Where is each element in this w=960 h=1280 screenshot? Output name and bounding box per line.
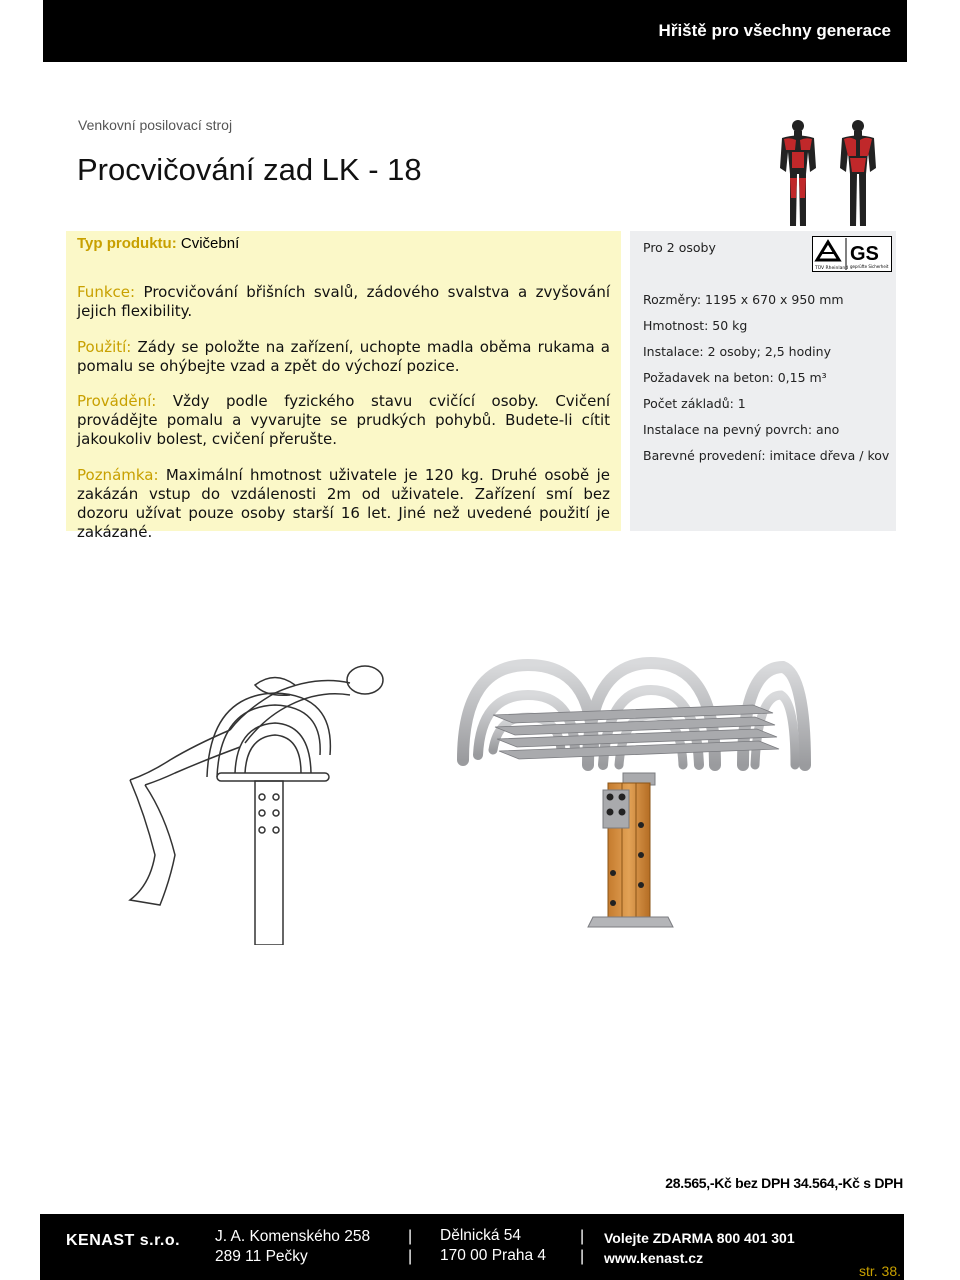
product-type-value: Cvičební bbox=[180, 235, 240, 252]
spec-installation: Instalace: 2 osoby; 2,5 hodiny bbox=[643, 344, 831, 359]
page-number: str. 38. bbox=[858, 1263, 901, 1279]
page-title: Procvičování zad LK - 18 bbox=[77, 152, 422, 187]
gs-sub-label: geprüfte Sicherheit bbox=[850, 264, 889, 269]
footer-address-pecky-line1: J. A. Komenského 258 bbox=[215, 1228, 371, 1245]
note-paragraph bbox=[77, 466, 610, 542]
footer-brand: KENAST s.r.o. bbox=[66, 1232, 181, 1249]
product-category: Venkovní posilovací stroj bbox=[78, 117, 233, 133]
header-bar bbox=[43, 0, 907, 62]
header-title: Hřiště pro všechny generace bbox=[658, 21, 891, 40]
persons-count: Pro 2 osoby bbox=[643, 240, 716, 255]
muscle-diagram-icon bbox=[770, 116, 888, 230]
footer-contact bbox=[604, 1228, 795, 1268]
spec-color: Barevné provedení: imitace dřeva / kov bbox=[643, 448, 890, 463]
spec-foundations: Počet základů: 1 bbox=[643, 396, 746, 411]
usage-label: Použití: bbox=[77, 338, 132, 356]
gs-label: GS bbox=[850, 243, 879, 265]
footer-address-pecky-line2: 289 11 Pečky bbox=[215, 1248, 308, 1265]
usage-drawing bbox=[125, 655, 390, 945]
execution-label: Provádění: bbox=[77, 392, 157, 410]
function-text: Procvičování břišních svalů, zádového svalstva a zvyšování jejich flexibility. bbox=[77, 283, 610, 320]
certification-icon bbox=[812, 236, 892, 272]
function-label: Funkce: bbox=[77, 283, 136, 301]
spec-weight: Hmotnost: 50 kg bbox=[643, 318, 748, 333]
footer-phone[interactable]: Volejte ZDARMA 800 401 301 bbox=[604, 1230, 795, 1246]
price: 28.565,-Kč bez DPH 34.564,-Kč s DPH bbox=[665, 1175, 903, 1191]
footer-address-pecky bbox=[215, 1227, 370, 1267]
spec-dimensions: Rozměry: 1195 x 670 x 950 mm bbox=[643, 292, 844, 307]
footer-website-link[interactable]: www.kenast.cz bbox=[604, 1250, 704, 1266]
footer bbox=[40, 1214, 904, 1280]
footer-separator: | | bbox=[408, 1228, 413, 1265]
footer-separator: | | bbox=[580, 1228, 585, 1265]
product-image bbox=[453, 655, 813, 940]
note-label: Poznámka: bbox=[77, 466, 159, 484]
product-type bbox=[77, 235, 239, 252]
spec-hard-surface: Instalace na pevný povrch: ano bbox=[643, 422, 840, 437]
usage-text: Zády se položte na zařízení, uchopte madla oběma rukama a pomalu se ohýbejte vzad a zpět do výchozí pozice. bbox=[77, 338, 610, 375]
usage-paragraph bbox=[77, 338, 610, 376]
footer-address-praha bbox=[440, 1226, 546, 1266]
function-paragraph bbox=[77, 283, 610, 321]
footer-address-praha-line2: 170 00 Praha 4 bbox=[440, 1247, 547, 1264]
front-figure bbox=[780, 120, 816, 226]
note-text: Maximální hmotnost uživatele je 120 kg. Druhé osobě je zakázán vstup do vzdálenosti 2m od uživatele. Zařízení smí bez dozoru užívat pouze osoby starší 16 let. Jiné než uvedené použití je zakázané. bbox=[77, 466, 610, 541]
spec-concrete: Požadavek na beton: 0,15 m³ bbox=[643, 370, 827, 385]
execution-text: Vždy podle fyzického stavu cvičící osoby. Cvičení provádějte pomalu a vyvarujte se prudkých pohybů. Budete-li cítit jakoukoliv bolest, cvičení přerušte. bbox=[77, 392, 610, 448]
tuv-label: TÜV Rheinland bbox=[815, 266, 849, 271]
product-type-label: Typ produktu: bbox=[77, 235, 177, 252]
execution-paragraph bbox=[77, 392, 610, 449]
footer-address-praha-line1: Dělnická 54 bbox=[440, 1227, 521, 1244]
back-figure bbox=[840, 120, 876, 226]
